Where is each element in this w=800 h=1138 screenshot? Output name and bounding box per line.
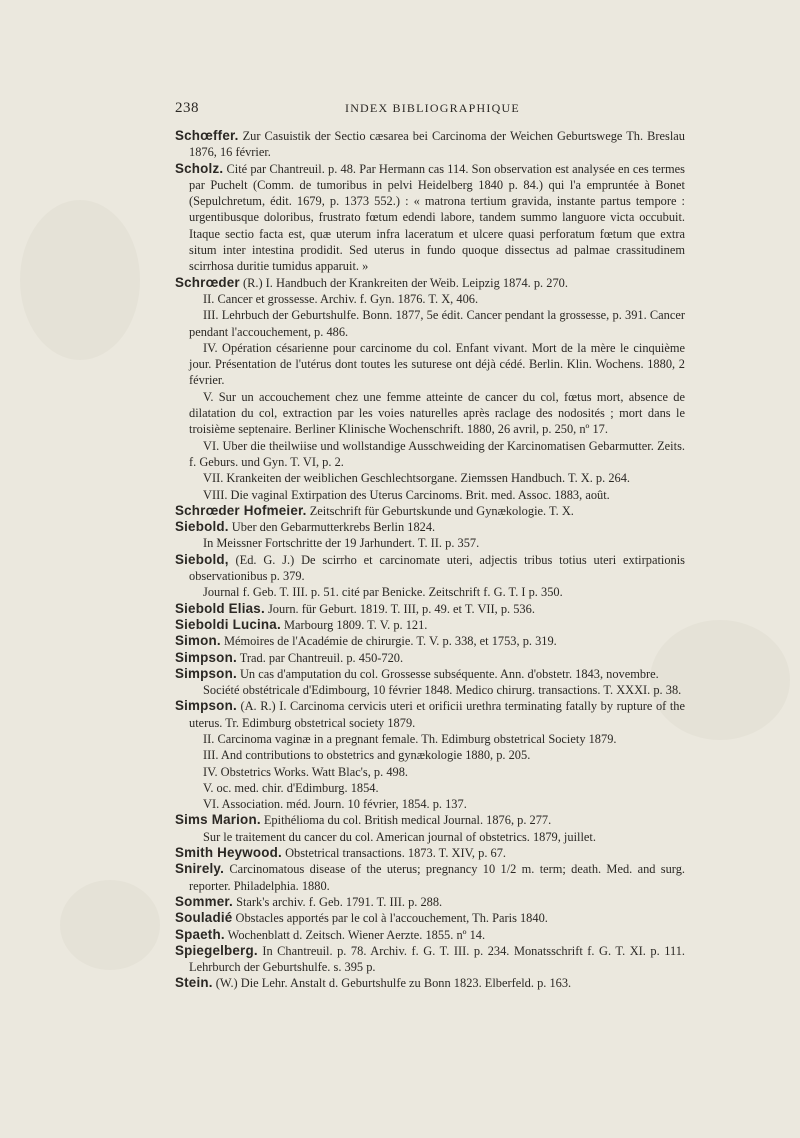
entry-reference: (R.) I. Handbuch der Krankreiten der Weib. Leipzig 1874. p. 270. (242, 275, 568, 290)
entry-sub-reference: Journal f. Geb. T. III. p. 51. cité par Benicke. Zeitschrift f. G. T. I p. 350. (203, 585, 563, 600)
entry-author: Schrœder Hofmeier. (175, 502, 307, 518)
entry-author: Siebold Elias. (175, 600, 265, 616)
paper-stain (60, 880, 160, 970)
page-header (175, 100, 685, 120)
entry-author: Spaeth. (175, 926, 225, 942)
entry-sub-reference: VIII. Die vaginal Extirpation des Uterus Carcinoms. Brit. med. Assoc. 1883, août. (203, 487, 610, 502)
entry-reference: Wochenblatt d. Zeitsch. Wiener Aerzte. 1855. nº 14. (227, 927, 486, 942)
bibliography-entry (175, 633, 685, 649)
entry-author: Simpson. (175, 698, 237, 714)
entry-sub-reference: II. Carcinoma vaginæ in a pregnant female. Th. Edimburg obstetrical Society 1879. (203, 731, 617, 746)
paper-stain (20, 200, 140, 360)
bibliography-entry (175, 552, 685, 585)
bibliography-entry (175, 812, 685, 828)
bibliography-entry (175, 861, 685, 894)
entry-author: Schrœder (175, 274, 240, 290)
entry-reference: Carcinomatous disease of the uterus; pregnancy 10 1/2 m. term; death. Med. and surg. reporter. Philadelphia. 1880. (189, 862, 685, 893)
entry-author: Sieboldi Lucina. (175, 616, 281, 632)
page-number: 238 (175, 100, 199, 116)
entry-reference: Obstacles apportés par le col à l'accouchement, Th. Paris 1840. (235, 911, 548, 926)
entry-reference: Uber den Gebarmutterkrebs Berlin 1824. (231, 520, 436, 535)
entry-reference: Obstetrical transactions. 1873. T. XIV, p. 67. (285, 846, 507, 861)
bibliography-entry (175, 943, 685, 976)
bibliography-entry (175, 698, 685, 731)
bibliography-entry (175, 601, 685, 617)
entry-reference: In Chantreuil. p. 78. Archiv. f. G. T. III. p. 234. Monatsschrift f. G. T. XI. p. 111. Lehrburch der Geburtshulfe. s. 395 p. (189, 943, 685, 975)
entry-author: Spiegelberg. (175, 942, 258, 958)
entry-sub-reference: Société obstétricale d'Edimbourg, 10 février 1848. Medico chirurg. transactions. T. XXXI. p. 38. (203, 683, 682, 698)
entry-author: Souladié (175, 910, 233, 926)
bibliography-entry (175, 910, 685, 926)
entry-author: Schœffer. (175, 128, 239, 143)
entry-reference: Mémoires de l'Académie de chirurgie. T. V. p. 338, et 1753, p. 319. (223, 634, 557, 649)
entry-author: Stein. (175, 975, 213, 991)
entry-reference: Cité par Chantreuil. p. 48. Par Hermann cas 114. Son observation est analysée en ces termes par Puchelt (Comm. de tumoribus in pelvi Heidelberg 1840 p. 84.) qui l'a empruntée à Bonet (Sepulchretum, édit. 1679, p. 1373 552.) : « matrona tertium gravida, instante partus tempore : urgentibusque doloribus, frustrato fœtum edendi labore, tandem summo languore victa occubuit. Itaque sectio facta est, quæ uterum infra laceratum et ulcere quasi perforatum fœtum que extra situm inter intestina prodidit. Sed uterus in fundo quoque dissectus ad palmae crassitudinem scirrhosa duritie tumidus apparuit. » (189, 161, 685, 274)
bibliography-entry (175, 161, 685, 275)
entry-sub-reference: IV. Opération césarienne pour carcinome du col. Enfant vivant. Mort de la mère le cinquième jour. Présentation de l'utérus dont toutes les suturese ont déjà cédé. Berlin. Klin. Wochens. 1880, 2 février. (189, 340, 685, 388)
entry-sub-reference: III. And contributions to obstetrics and gynækologie 1880, p. 205. (203, 748, 531, 763)
entry-author: Sims Marion. (175, 812, 261, 828)
entry-reference: Journ. für Geburt. 1819. T. III, p. 49. et T. VII, p. 536. (267, 601, 535, 616)
entry-sub-reference: IV. Obstetrics Works. Watt Blac's, p. 498. (203, 764, 409, 779)
bibliography-entry (175, 519, 685, 535)
entry-author: Simpson. (175, 665, 237, 681)
entry-author: Simpson. (175, 649, 237, 665)
bibliography-entry (175, 275, 685, 291)
entry-sub-reference: III. Lehrbuch der Geburtshulfe. Bonn. 1877, 5e édit. Cancer pendant la grossesse, p. 391. Cancer pendant l'accouchement, p. 486. (189, 308, 685, 339)
running-title: INDEX BIBLIOGRAPHIQUE (345, 101, 520, 115)
entry-reference: (W.) Die Lehr. Anstalt d. Geburtshulfe zu Bonn 1823. Elberfeld. p. 163. (215, 976, 572, 991)
bibliography-entry (175, 927, 685, 943)
entry-reference: Zur Casuistik der Sectio cæsarea bei Carcinoma der Weichen Geburtswege Th. Breslau 1876, 16 février. (189, 129, 685, 160)
entry-sub-reference: VII. Krankeiten der weiblichen Geschlechtsorgane. Ziemssen Handbuch. T. X. p. 264. (203, 471, 631, 486)
entry-reference: Zeitschrift für Geburtskunde und Gynækologie. T. X. (309, 503, 574, 518)
entry-author: Sommer. (175, 893, 233, 909)
entry-reference: Marbourg 1809. T. V. p. 121. (283, 617, 428, 632)
bibliography-entry (175, 650, 685, 666)
bibliography-entry (175, 666, 685, 682)
entry-reference: Un cas d'amputation du col. Grossesse subséquente. Ann. d'obstetr. 1843, novembre. (239, 666, 659, 681)
bibliography-list (175, 128, 685, 992)
entry-author: Scholz. (175, 160, 224, 176)
entry-reference: Epithélioma du col. British medical Journal. 1876, p. 277. (263, 813, 552, 828)
entry-sub-reference: II. Cancer et grossesse. Archiv. f. Gyn. 1876. T. X, 406. (203, 291, 479, 306)
entry-author: Simon. (175, 633, 221, 649)
entry-reference: (Ed. G. J.) De scirrho et carcinomate uteri, adjectis tribus totius uteri extirpationis observationibus p. 379. (189, 552, 685, 584)
bibliography-entry (175, 617, 685, 633)
bibliography-entry (175, 845, 685, 861)
bibliography-entry (175, 894, 685, 910)
entry-sub-reference: Sur le traitement du cancer du col. American journal of obstetrics. 1879, juillet. (203, 829, 596, 844)
bibliography-entry (175, 975, 685, 991)
entry-sub-reference: VI. Association. méd. Journ. 10 février, 1854. p. 137. (203, 797, 467, 812)
entry-author: Siebold, (175, 551, 229, 567)
entry-reference: Trad. par Chantreuil. p. 450-720. (239, 650, 404, 665)
bibliography-entry (175, 128, 685, 161)
entry-sub-reference: V. Sur un accouchement chez une femme atteinte de cancer du col, fœtus mort, absence de dilatation du col, extraction par les voies naturelles après raclage des nodosités ; mort dans le troisième septenaire. Berliner Klinische Wochenschrift. 1880, 26 avril, p. 250, nº 17. (189, 389, 685, 437)
entry-author: Snirely. (175, 861, 224, 877)
entry-reference: (A. R.) I. Carcinoma cervicis uteri et orificii urethra terminating fatally by rupture of the uterus. Tr. Edimburg obstetrical society 1879. (189, 699, 685, 730)
bibliography-entry (175, 503, 685, 519)
entry-sub-reference: V. oc. med. chir. d'Edimburg. 1854. (203, 780, 379, 795)
entry-sub-reference: VI. Uber die theilwiise und wollstandige Ausschweiding der Karcinomatisen Gebarmutter. Zeits. f. Geburs. und Gyn. T. VI, p. 2. (189, 438, 685, 469)
entry-author: Siebold. (175, 519, 229, 535)
entry-author: Smith Heywood. (175, 845, 282, 861)
entry-sub-reference: In Meissner Fortschritte der 19 Jarhundert. T. II. p. 357. (203, 536, 480, 551)
entry-reference: Stark's archiv. f. Geb. 1791. T. III. p. 288. (236, 894, 443, 909)
